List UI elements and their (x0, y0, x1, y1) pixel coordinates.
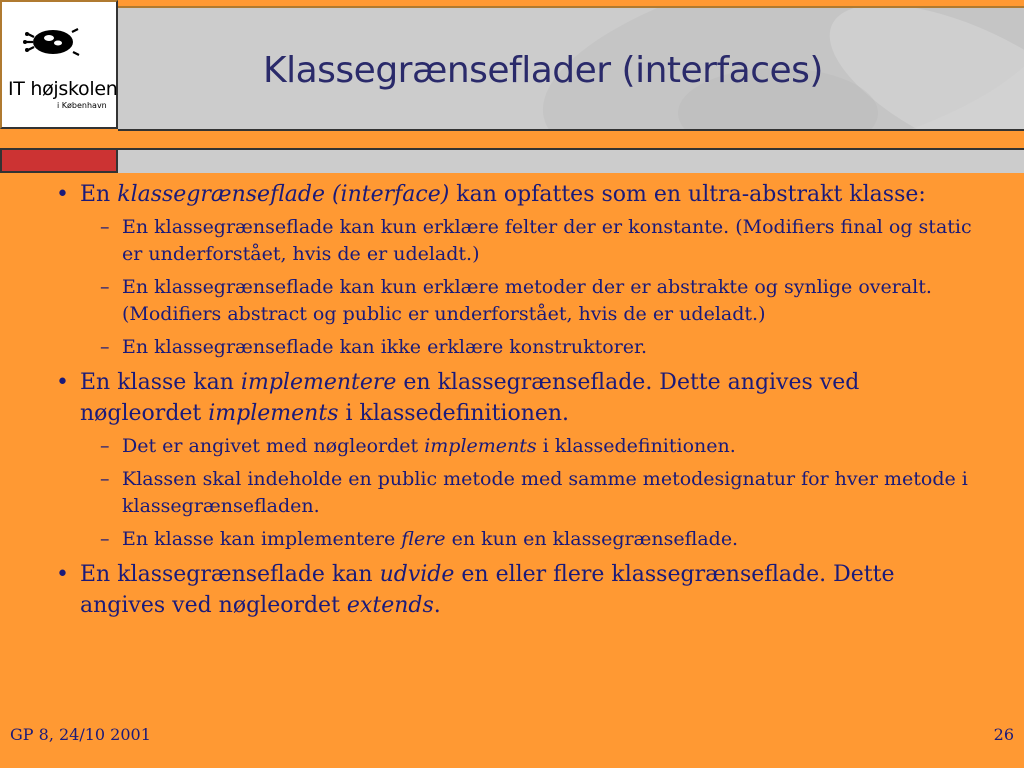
bullet-icon: • (56, 562, 69, 587)
text: En klassegrænseflade kan ikke erklære konstruktorer. (122, 336, 648, 358)
text: i klassedefinitionen. (338, 401, 570, 426)
bullet-icon: • (56, 182, 69, 207)
text: en eller flere klassegrænseflade. Dette angives ved nøgleordet (80, 562, 895, 618)
emphasis: implementere (240, 370, 397, 395)
sub-bullet-item (56, 433, 976, 460)
text: En klasse kan implementere (122, 528, 402, 550)
dash-icon: – (100, 468, 110, 490)
text: En klassegrænseflade kan (80, 562, 380, 587)
slide-body (56, 179, 976, 625)
logo-mark-icon (22, 24, 82, 60)
logo-subtitle: i København (57, 101, 107, 110)
text: en klassegrænseflade. Dette angives ved nøgleordet (80, 370, 860, 426)
emphasis: klassegrænseflade (interface) (117, 182, 450, 207)
header-strip (118, 150, 1024, 173)
accent-block (0, 148, 118, 173)
emphasis: implements (208, 401, 339, 426)
text: En klassegrænseflade kan kun erklære metoder der er abstrakte og synlige overalt. (Modifiers abstract og public er underforstået, hvis de er udeladt.) (122, 276, 932, 325)
bullet-icon: • (56, 370, 69, 395)
header-stripe (118, 131, 1024, 148)
text: Det er angivet med nøgleordet (122, 435, 425, 457)
sub-bullet-item (56, 466, 976, 520)
slide-title: Klassegrænseflader (interfaces) (263, 50, 823, 91)
text: En klasse kan (80, 370, 241, 395)
emphasis: flere (401, 528, 446, 550)
bullet-item (56, 559, 976, 621)
sub-bullet-item (56, 214, 976, 268)
text: En (80, 182, 118, 207)
text: i klassedefinitionen. (536, 435, 736, 457)
text: Klassen skal indeholde en public metode med samme metodesignatur for hver metode i klassegrænsefladen. (122, 468, 968, 517)
logo-name: IT højskolen (8, 78, 118, 100)
bullet-item (56, 367, 976, 429)
page-number: 26 (993, 725, 1014, 744)
sub-bullet-item (56, 526, 976, 553)
dash-icon: – (100, 528, 110, 550)
dash-icon: – (100, 435, 110, 457)
dash-icon: – (100, 336, 110, 358)
emphasis: extends (346, 593, 434, 618)
text: . (433, 593, 441, 618)
sub-bullet-item (56, 274, 976, 328)
dash-icon: – (100, 276, 110, 298)
sub-bullet-item (56, 334, 976, 361)
logo (0, 0, 118, 129)
footer-date: GP 8, 24/10 2001 (10, 725, 151, 744)
title-band (118, 6, 1024, 129)
bullet-item (56, 179, 976, 210)
text: En klassegrænseflade kan kun erklære felter der er konstante. (Modifiers final og static er underforstået, hvis de er udeladt.) (122, 216, 972, 265)
text: en kun en klassegrænseflade. (445, 528, 739, 550)
emphasis: udvide (379, 562, 455, 587)
emphasis: implements (424, 435, 537, 457)
dash-icon: – (100, 216, 110, 238)
text: kan opfattes som en ultra-abstrakt klasse: (449, 182, 926, 207)
